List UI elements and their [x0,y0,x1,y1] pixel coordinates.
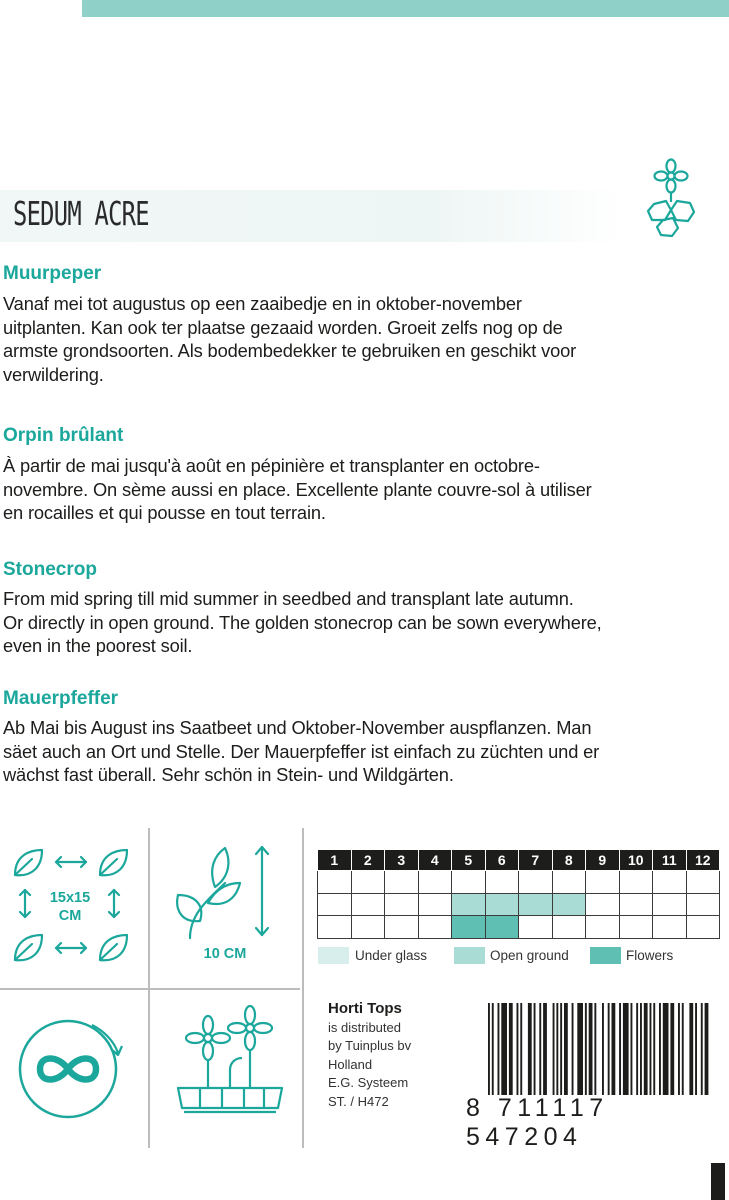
calendar-cell [586,893,620,916]
barcode-bar [695,1003,697,1095]
barcode-bar [589,1003,593,1095]
barcode-bar [572,1003,574,1095]
calendar-cell [318,893,352,916]
barcode-bar [653,1003,655,1095]
barcode-bar [659,1003,661,1095]
month-cell: 4 [418,850,452,871]
calendar-cell [351,893,385,916]
barcode-bar [560,1003,562,1095]
brand-name: Horti Tops [328,1000,402,1017]
calendar-cell [619,916,653,939]
calendar-cell [552,871,586,894]
barcode-bar [670,1003,674,1095]
seedling-tray-icon [170,1000,290,1130]
barcode-bar [636,1003,638,1095]
calendar-under-glass-row [318,871,720,894]
month-cell: 11 [653,850,687,871]
sowing-calendar [317,849,720,939]
barcode-bar [498,1003,500,1095]
heading-english: Stonecrop [3,559,97,580]
barcode-bar [705,1003,709,1095]
calendar-cell [586,871,620,894]
calendar-flowers-row [318,916,720,939]
product-name: SEDUM ACRE [13,194,149,233]
barcode-number: 8 711117 547204 [466,1094,609,1151]
calendar-cell [619,871,653,894]
calendar-cell [552,893,586,916]
barcode-bar [556,1003,558,1095]
barcode-bar [543,1003,547,1095]
calendar-cell [485,871,519,894]
barcode-bar [501,1003,507,1095]
calendar-cell [686,871,720,894]
depth-label: 10 CM [203,946,247,962]
month-cell: 10 [619,850,653,871]
distributor-info: Horti Tops is distributed by Tuinplus bv Holland E.G. Systeem ST. / H472 [328,1000,412,1109]
barcode-bar [594,1003,596,1095]
corner-mark [711,1163,725,1200]
calendar-cell [452,871,486,894]
calendar-cell [586,916,620,939]
heading-french: Orpin brûlant [3,425,124,446]
paragraph-dutch: Vanaf mei tot augustus op een zaaibedje en in oktober-november uitplanten. Kan ook ter plaatse gezaaid worden. Groeit zelfs nog op de armste grondsoorten. Als bodembedekker te gebruiken en geschikt voor verwildering. [3,293,577,385]
month-cell: 2 [351,850,385,871]
month-cell: 9 [586,850,620,871]
legend-under-glass: Under glass [355,948,428,963]
calendar-cell [653,871,687,894]
calendar-cell [519,893,553,916]
barcode-bar [650,1003,652,1095]
calendar-cell [485,893,519,916]
legend-flowers: Flowers [626,948,674,963]
vertical-divider-right [302,828,304,1148]
barcode-bar [520,1003,522,1095]
paragraph-french: À partir de mai jusqu'à août en pépinière et transplanter en octobre- novembre. On sème aussi en place. Excellente plante couvre-sol à utiliser en rocailles et qui pousse en tout terrain. [3,455,592,523]
calendar-cell [686,893,720,916]
legend-swatch-flowers [590,947,621,964]
barcode-bar [689,1003,693,1095]
month-cell: 6 [485,850,519,871]
month-cell: 5 [452,850,486,871]
calendar-cell [619,893,653,916]
calendar-cell [485,916,519,939]
calendar-cell [519,916,553,939]
calendar-cell [418,916,452,939]
sowing-depth-icon [170,843,280,943]
barcode-bar [608,1003,610,1095]
calendar-cell [385,871,419,894]
horizontal-divider [0,988,300,990]
barcode-bar [619,1003,621,1095]
month-cell: 3 [385,850,419,871]
calendar-cell [552,916,586,939]
barcode-bar [640,1003,642,1095]
calendar-cell [653,893,687,916]
top-color-bar [82,0,729,17]
vertical-divider-left [148,828,150,1148]
month-cell: 8 [552,850,586,871]
calendar-cell [653,916,687,939]
month-cell: 7 [519,850,553,871]
month-cell: 12 [686,850,720,871]
barcode-bar [564,1003,568,1095]
perennial-flower-icon [636,158,706,238]
calendar-cell [418,871,452,894]
barcode-bar [602,1003,604,1095]
legend-swatch-under-glass [318,947,349,964]
calendar-open-ground-row [318,893,720,916]
barcode-image [488,1003,713,1098]
spacing-label: 15x15 CM [49,890,91,924]
calendar-cell [318,916,352,939]
barcode-bar [644,1003,648,1095]
barcode-bar [663,1003,669,1095]
infinity-perennial-icon [12,1005,137,1130]
barcode-bar [577,1003,583,1095]
barcode-bar [534,1003,536,1095]
barcode-bar [553,1003,555,1095]
barcode-bar [509,1003,513,1095]
calendar-cell [385,916,419,939]
calendar-cell [519,871,553,894]
barcode-bar [623,1003,629,1095]
calendar-months-row [318,850,720,871]
barcode-bar [701,1003,703,1095]
barcode-bar [678,1003,680,1095]
calendar-cell [351,871,385,894]
barcode-bar [517,1003,519,1095]
barcode-bar [492,1003,494,1095]
calendar-cell [351,916,385,939]
calendar-cell [686,916,720,939]
legend-open-ground: Open ground [490,948,569,963]
barcode-bar [488,1003,490,1095]
barcode-bar [631,1003,633,1095]
barcode-bar [528,1003,532,1095]
barcode-bar [682,1003,684,1095]
calendar-cell [452,893,486,916]
barcode-bar [585,1003,587,1095]
paragraph-english: From mid spring till mid summer in seedbed and transplant late autumn. Or directly in open ground. The golden stonecrop can be sown everywhere, even in the poorest soil. [3,588,602,656]
calendar-cell [385,893,419,916]
calendar-cell [318,871,352,894]
heading-dutch: Muurpeper [3,263,102,284]
month-cell: 1 [318,850,352,871]
calendar-cell [418,893,452,916]
barcode-bar [612,1003,616,1095]
legend-swatch-open-ground [454,947,485,964]
barcode-bar [539,1003,541,1095]
heading-german: Mauerpfeffer [3,688,119,709]
paragraph-german: Ab Mai bis August ins Saatbeet und Oktober-November auspflanzen. Man säet auch an Ort und Stelle. Der Mauerpfeffer ist einfach zu züchten und er wächst fast überall. Sehr schön in Stein- und Wildgärten. [3,717,600,785]
calendar-cell [452,916,486,939]
